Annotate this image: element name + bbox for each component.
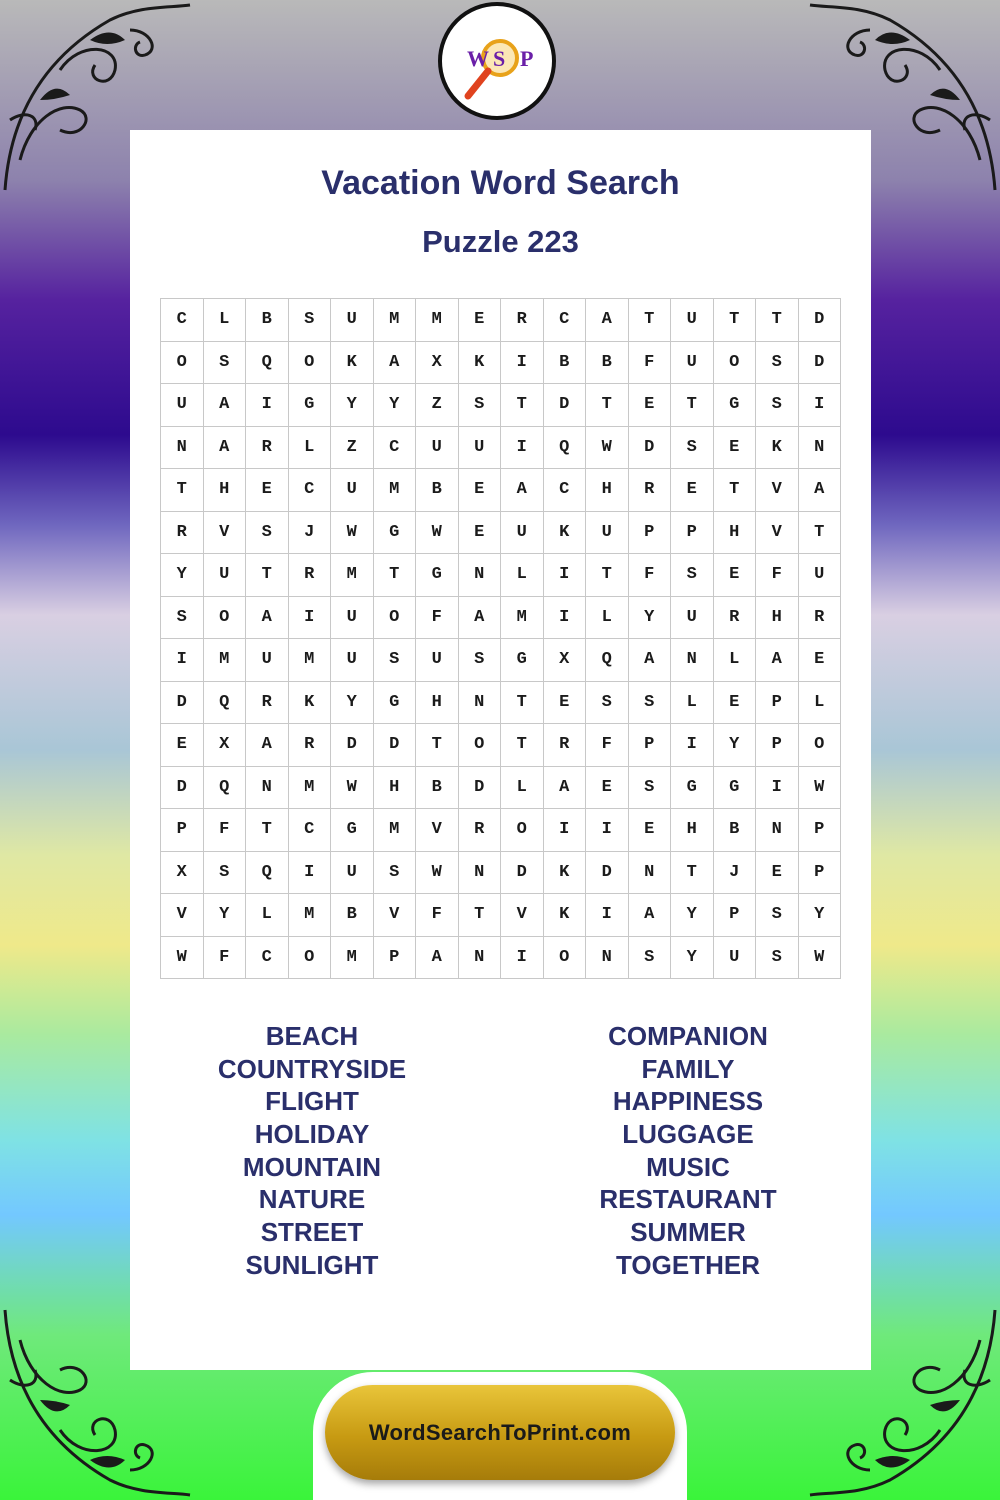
grid-cell[interactable]: U xyxy=(714,937,757,980)
grid-cell[interactable]: M xyxy=(331,937,374,980)
grid-cell[interactable]: E xyxy=(459,299,502,342)
grid-cell[interactable]: S xyxy=(204,852,247,895)
grid-cell[interactable]: A xyxy=(416,937,459,980)
page-title: Vacation Word Search xyxy=(321,164,680,202)
grid-cell[interactable]: V xyxy=(756,512,799,555)
grid-cell[interactable]: U xyxy=(671,597,714,640)
grid-cell[interactable]: E xyxy=(459,469,502,512)
grid-cell[interactable]: S xyxy=(246,512,289,555)
grid-cell[interactable]: S xyxy=(629,767,672,810)
grid-cell[interactable]: N xyxy=(756,809,799,852)
grid-cell[interactable]: N xyxy=(459,554,502,597)
grid-cell[interactable]: E xyxy=(629,809,672,852)
grid-cell[interactable]: N xyxy=(246,767,289,810)
grid-cell[interactable]: F xyxy=(416,894,459,937)
grid-cell[interactable]: P xyxy=(671,512,714,555)
wsp-logo[interactable] xyxy=(438,2,556,120)
grid-cell[interactable]: M xyxy=(416,299,459,342)
grid-cell[interactable]: P xyxy=(714,894,757,937)
grid-cell[interactable]: S xyxy=(459,639,502,682)
grid-cell[interactable]: R xyxy=(799,597,842,640)
grid-cell[interactable]: G xyxy=(374,512,417,555)
grid-cell[interactable]: V xyxy=(756,469,799,512)
grid-cell[interactable]: N xyxy=(161,427,204,470)
letter-grid xyxy=(160,298,841,979)
grid-cell[interactable]: L xyxy=(586,597,629,640)
grid-cell[interactable]: D xyxy=(799,299,842,342)
grid-cell[interactable]: D xyxy=(331,724,374,767)
grid-cell[interactable]: A xyxy=(374,342,417,385)
grid-cell[interactable]: S xyxy=(459,384,502,427)
grid-cell[interactable]: T xyxy=(161,469,204,512)
grid-cell[interactable]: R xyxy=(544,724,587,767)
grid-cell[interactable]: I xyxy=(246,384,289,427)
grid-cell[interactable]: K xyxy=(544,512,587,555)
grid-cell[interactable]: T xyxy=(459,894,502,937)
grid-cell[interactable]: S xyxy=(586,682,629,725)
grid-cell[interactable]: U xyxy=(416,427,459,470)
grid-cell[interactable]: M xyxy=(289,639,332,682)
grid-cell[interactable]: F xyxy=(586,724,629,767)
grid-cell[interactable]: I xyxy=(586,894,629,937)
grid-cell[interactable]: I xyxy=(544,554,587,597)
grid-cell[interactable]: N xyxy=(459,852,502,895)
grid-cell[interactable]: M xyxy=(204,639,247,682)
logo-letter-w: W xyxy=(467,46,489,71)
grid-cell[interactable]: L xyxy=(671,682,714,725)
grid-cell[interactable]: Q xyxy=(246,852,289,895)
grid-cell[interactable]: I xyxy=(161,639,204,682)
grid-cell[interactable]: P xyxy=(374,937,417,980)
grid-cell[interactable]: U xyxy=(501,512,544,555)
grid-cell[interactable]: X xyxy=(544,639,587,682)
grid-cell[interactable]: X xyxy=(204,724,247,767)
grid-cell[interactable]: D xyxy=(544,384,587,427)
grid-cell[interactable]: W xyxy=(799,937,842,980)
grid-cell[interactable]: X xyxy=(416,342,459,385)
grid-cell[interactable]: H xyxy=(586,469,629,512)
website-link-button[interactable]: WordSearchToPrint.com xyxy=(325,1385,675,1480)
grid-cell[interactable]: I xyxy=(501,427,544,470)
grid-cell[interactable]: W xyxy=(416,852,459,895)
grid-cell[interactable]: R xyxy=(246,427,289,470)
word-list-item: SUMMER xyxy=(630,1217,746,1248)
grid-cell[interactable]: R xyxy=(714,597,757,640)
grid-cell[interactable]: M xyxy=(331,554,374,597)
magnifier-logo-icon xyxy=(442,6,552,116)
grid-cell[interactable]: F xyxy=(629,342,672,385)
grid-cell[interactable]: S xyxy=(756,937,799,980)
grid-cell[interactable]: J xyxy=(289,512,332,555)
grid-cell[interactable]: T xyxy=(501,384,544,427)
grid-cell[interactable]: U xyxy=(586,512,629,555)
grid-cell[interactable]: N xyxy=(671,639,714,682)
grid-cell[interactable]: O xyxy=(374,597,417,640)
grid-cell[interactable]: I xyxy=(586,809,629,852)
grid-cell[interactable]: U xyxy=(416,639,459,682)
grid-cell[interactable]: I xyxy=(289,597,332,640)
grid-cell[interactable]: T xyxy=(586,554,629,597)
grid-cell[interactable]: M xyxy=(374,469,417,512)
grid-cell[interactable]: S xyxy=(374,639,417,682)
grid-cell[interactable]: T xyxy=(416,724,459,767)
grid-cell[interactable]: P xyxy=(799,852,842,895)
grid-cell[interactable]: Y xyxy=(629,597,672,640)
grid-cell[interactable]: T xyxy=(629,299,672,342)
grid-cell[interactable]: T xyxy=(756,299,799,342)
grid-cell[interactable]: T xyxy=(714,299,757,342)
grid-cell[interactable]: Q xyxy=(586,639,629,682)
grid-cell[interactable]: D xyxy=(374,724,417,767)
grid-cell[interactable]: C xyxy=(544,469,587,512)
grid-cell[interactable]: P xyxy=(161,809,204,852)
grid-cell[interactable]: Q xyxy=(544,427,587,470)
grid-cell[interactable]: Y xyxy=(671,937,714,980)
puzzle-number: Puzzle 223 xyxy=(422,224,579,259)
grid-cell[interactable]: C xyxy=(289,809,332,852)
grid-cell[interactable]: T xyxy=(714,469,757,512)
grid-cell[interactable]: J xyxy=(714,852,757,895)
word-list-right xyxy=(538,1020,838,1282)
grid-cell[interactable]: Q xyxy=(204,767,247,810)
grid-cell[interactable]: S xyxy=(756,384,799,427)
grid-cell[interactable]: D xyxy=(459,767,502,810)
grid-cell[interactable]: S xyxy=(756,342,799,385)
grid-cell[interactable]: H xyxy=(204,469,247,512)
grid-cell[interactable]: A xyxy=(629,894,672,937)
grid-cell[interactable]: A xyxy=(204,427,247,470)
grid-cell[interactable]: A xyxy=(459,597,502,640)
grid-cell[interactable]: Y xyxy=(331,384,374,427)
grid-cell[interactable]: P xyxy=(629,724,672,767)
grid-cell[interactable]: S xyxy=(629,682,672,725)
grid-cell[interactable]: G xyxy=(501,639,544,682)
grid-cell[interactable]: O xyxy=(204,597,247,640)
grid-cell[interactable]: S xyxy=(289,299,332,342)
grid-cell[interactable]: L xyxy=(714,639,757,682)
grid-cell[interactable]: U xyxy=(331,299,374,342)
grid-cell[interactable]: L xyxy=(204,299,247,342)
grid-cell[interactable]: E xyxy=(756,852,799,895)
word-list-item: COMPANION xyxy=(608,1021,768,1051)
word-list-item: HAPPINESS xyxy=(612,1086,764,1117)
grid-cell[interactable]: E xyxy=(799,639,842,682)
grid-cell[interactable]: G xyxy=(331,809,374,852)
grid-cell[interactable]: D xyxy=(629,427,672,470)
grid-cell[interactable]: F xyxy=(416,597,459,640)
grid-cell[interactable]: M xyxy=(374,299,417,342)
grid-cell[interactable]: N xyxy=(586,937,629,980)
grid-cell[interactable]: X xyxy=(161,852,204,895)
grid-cell[interactable]: P xyxy=(629,512,672,555)
grid-cell[interactable]: R xyxy=(459,809,502,852)
grid-cell[interactable]: N xyxy=(459,937,502,980)
grid-cell[interactable]: M xyxy=(289,767,332,810)
grid-cell[interactable]: G xyxy=(289,384,332,427)
grid-cell[interactable]: Y xyxy=(331,682,374,725)
grid-cell[interactable]: Z xyxy=(416,384,459,427)
grid-cell[interactable]: A xyxy=(544,767,587,810)
grid-cell[interactable]: D xyxy=(161,682,204,725)
word-list-item: SUNLIGHT xyxy=(245,1249,379,1280)
grid-cell[interactable]: V xyxy=(416,809,459,852)
grid-cell[interactable]: U xyxy=(331,852,374,895)
grid-cell[interactable]: L xyxy=(246,894,289,937)
grid-cell[interactable]: A xyxy=(246,597,289,640)
grid-cell[interactable]: Y xyxy=(799,894,842,937)
grid-cell[interactable]: Y xyxy=(374,384,417,427)
grid-cell[interactable]: F xyxy=(629,554,672,597)
grid-cell[interactable]: I xyxy=(799,384,842,427)
grid-cell[interactable]: C xyxy=(544,299,587,342)
logo-letter-p: P xyxy=(520,46,534,71)
grid-cell[interactable]: K xyxy=(289,682,332,725)
grid-cell[interactable]: P xyxy=(756,682,799,725)
grid-cell[interactable]: Q xyxy=(246,342,289,385)
grid-cell[interactable]: H xyxy=(671,809,714,852)
word-list-item: BEACH xyxy=(265,1021,359,1051)
word-list-left xyxy=(162,1020,462,1282)
grid-cell[interactable]: T xyxy=(246,809,289,852)
grid-cell[interactable]: B xyxy=(714,809,757,852)
grid-cell[interactable]: Y xyxy=(671,894,714,937)
grid-cell[interactable]: O xyxy=(544,937,587,980)
grid-cell[interactable]: E xyxy=(544,682,587,725)
grid-cell[interactable]: C xyxy=(161,299,204,342)
grid-cell[interactable]: W xyxy=(331,767,374,810)
grid-cell[interactable]: K xyxy=(331,342,374,385)
word-list-item: MUSIC xyxy=(646,1151,730,1182)
grid-cell[interactable]: A xyxy=(629,639,672,682)
grid-cell[interactable]: T xyxy=(501,724,544,767)
grid-cell[interactable]: W xyxy=(161,937,204,980)
grid-cell[interactable]: T xyxy=(586,384,629,427)
grid-cell[interactable]: E xyxy=(246,469,289,512)
grid-cell[interactable]: I xyxy=(501,342,544,385)
grid-cell[interactable]: D xyxy=(501,852,544,895)
grid-cell[interactable]: H xyxy=(416,682,459,725)
grid-cell[interactable]: G xyxy=(714,767,757,810)
grid-cell[interactable]: A xyxy=(246,724,289,767)
grid-cell[interactable]: E xyxy=(459,512,502,555)
grid-cell[interactable]: Y xyxy=(204,894,247,937)
grid-cell[interactable]: E xyxy=(629,384,672,427)
grid-cell[interactable]: K xyxy=(544,894,587,937)
grid-cell[interactable]: K xyxy=(459,342,502,385)
grid-cell[interactable]: U xyxy=(671,342,714,385)
grid-cell[interactable]: I xyxy=(544,809,587,852)
grid-cell[interactable]: U xyxy=(161,384,204,427)
grid-cell[interactable]: B xyxy=(246,299,289,342)
grid-cell[interactable]: M xyxy=(289,894,332,937)
grid-cell[interactable]: W xyxy=(799,767,842,810)
grid-cell[interactable]: A xyxy=(501,469,544,512)
word-list-item: COUNTRYSIDE xyxy=(217,1053,407,1084)
grid-cell[interactable]: T xyxy=(799,512,842,555)
grid-cell[interactable]: O xyxy=(459,724,502,767)
grid-cell[interactable]: G xyxy=(374,682,417,725)
grid-cell[interactable]: F xyxy=(756,554,799,597)
grid-cell[interactable]: U xyxy=(799,554,842,597)
grid-cell[interactable]: T xyxy=(501,682,544,725)
grid-cell[interactable]: S xyxy=(204,342,247,385)
grid-cell[interactable]: G xyxy=(714,384,757,427)
grid-cell[interactable]: A xyxy=(756,639,799,682)
grid-cell[interactable]: M xyxy=(501,597,544,640)
grid-cell[interactable]: N xyxy=(799,427,842,470)
grid-cell[interactable]: U xyxy=(204,554,247,597)
grid-cell[interactable]: C xyxy=(289,469,332,512)
grid-cell[interactable]: E xyxy=(714,682,757,725)
grid-cell[interactable]: P xyxy=(799,809,842,852)
grid-cell[interactable]: H xyxy=(374,767,417,810)
word-list-item: FAMILY xyxy=(641,1053,735,1084)
grid-cell[interactable]: W xyxy=(586,427,629,470)
grid-cell[interactable]: E xyxy=(714,427,757,470)
grid-cell[interactable]: C xyxy=(374,427,417,470)
grid-cell[interactable]: T xyxy=(246,554,289,597)
grid-cell[interactable]: N xyxy=(459,682,502,725)
grid-cell[interactable]: F xyxy=(204,809,247,852)
grid-cell[interactable]: L xyxy=(501,767,544,810)
grid-cell[interactable]: I xyxy=(544,597,587,640)
grid-cell[interactable]: V xyxy=(161,894,204,937)
grid-cell[interactable]: R xyxy=(501,299,544,342)
word-list-item: MOUNTAIN xyxy=(242,1151,382,1182)
grid-cell[interactable]: R xyxy=(161,512,204,555)
grid-cell[interactable]: U xyxy=(459,427,502,470)
grid-cell[interactable]: T xyxy=(374,554,417,597)
grid-cell[interactable]: A xyxy=(204,384,247,427)
grid-cell[interactable]: Z xyxy=(331,427,374,470)
word-list-item: RESTAURANT xyxy=(599,1184,777,1215)
grid-cell[interactable]: O xyxy=(161,342,204,385)
grid-cell[interactable]: T xyxy=(671,852,714,895)
grid-cell[interactable]: O xyxy=(501,809,544,852)
grid-cell[interactable]: S xyxy=(161,597,204,640)
grid-cell[interactable]: O xyxy=(714,342,757,385)
logo-letter-s: S xyxy=(493,46,506,71)
grid-cell[interactable]: S xyxy=(374,852,417,895)
grid-cell[interactable]: W xyxy=(416,512,459,555)
word-list-item: FLIGHT xyxy=(265,1086,359,1117)
grid-cell[interactable]: S xyxy=(671,554,714,597)
grid-cell[interactable]: G xyxy=(416,554,459,597)
word-list-item: TOGETHER xyxy=(616,1249,760,1280)
grid-cell[interactable]: B xyxy=(586,342,629,385)
word-list-item: HOLIDAY xyxy=(254,1119,370,1150)
grid-cell[interactable]: Y xyxy=(714,724,757,767)
grid-cell[interactable]: L xyxy=(289,427,332,470)
grid-cell[interactable]: W xyxy=(331,512,374,555)
grid-cell[interactable]: O xyxy=(289,342,332,385)
grid-cell[interactable]: Q xyxy=(204,682,247,725)
grid-cell[interactable]: V xyxy=(501,894,544,937)
grid-cell[interactable]: D xyxy=(161,767,204,810)
grid-cell[interactable]: H xyxy=(756,597,799,640)
grid-cell[interactable]: I xyxy=(501,937,544,980)
grid-cell[interactable]: S xyxy=(756,894,799,937)
grid-cell[interactable]: N xyxy=(629,852,672,895)
grid-cell[interactable]: U xyxy=(331,597,374,640)
grid-cell[interactable]: B xyxy=(544,342,587,385)
grid-cell[interactable]: V xyxy=(204,512,247,555)
grid-cell[interactable]: U xyxy=(246,639,289,682)
grid-cell[interactable]: R xyxy=(289,554,332,597)
grid-cell[interactable]: R xyxy=(246,682,289,725)
grid-cell[interactable]: H xyxy=(714,512,757,555)
grid-cell[interactable]: U xyxy=(671,299,714,342)
grid-cell[interactable]: U xyxy=(331,469,374,512)
grid-cell[interactable]: Y xyxy=(161,554,204,597)
grid-cell[interactable]: C xyxy=(246,937,289,980)
grid-cell[interactable]: V xyxy=(374,894,417,937)
grid-cell[interactable]: B xyxy=(416,469,459,512)
grid-cell[interactable]: A xyxy=(586,299,629,342)
grid-cell[interactable]: O xyxy=(799,724,842,767)
grid-cell[interactable]: K xyxy=(756,427,799,470)
grid-cell[interactable]: I xyxy=(671,724,714,767)
grid-cell[interactable]: I xyxy=(756,767,799,810)
grid-cell[interactable]: A xyxy=(799,469,842,512)
grid-cell[interactable]: B xyxy=(331,894,374,937)
grid-cell[interactable]: T xyxy=(671,384,714,427)
grid-cell[interactable]: L xyxy=(799,682,842,725)
grid-cell[interactable]: F xyxy=(204,937,247,980)
grid-cell[interactable]: P xyxy=(756,724,799,767)
grid-cell[interactable]: M xyxy=(374,809,417,852)
grid-cell[interactable]: U xyxy=(331,639,374,682)
grid-cell[interactable]: G xyxy=(671,767,714,810)
word-list-item: STREET xyxy=(260,1217,364,1248)
grid-cell[interactable]: R xyxy=(629,469,672,512)
grid-cell[interactable]: E xyxy=(161,724,204,767)
grid-cell[interactable]: L xyxy=(501,554,544,597)
grid-cell[interactable]: B xyxy=(416,767,459,810)
grid-cell[interactable]: E xyxy=(671,469,714,512)
grid-cell[interactable]: K xyxy=(544,852,587,895)
grid-cell[interactable]: S xyxy=(629,937,672,980)
grid-cell[interactable]: D xyxy=(586,852,629,895)
grid-cell[interactable]: I xyxy=(289,852,332,895)
grid-cell[interactable]: S xyxy=(671,427,714,470)
word-list-item: LUGGAGE xyxy=(622,1119,754,1150)
word-list-item: NATURE xyxy=(258,1184,366,1215)
grid-cell[interactable]: E xyxy=(586,767,629,810)
grid-cell[interactable]: O xyxy=(289,937,332,980)
grid-cell[interactable]: E xyxy=(714,554,757,597)
grid-cell[interactable]: R xyxy=(289,724,332,767)
grid-cell[interactable]: D xyxy=(799,342,842,385)
